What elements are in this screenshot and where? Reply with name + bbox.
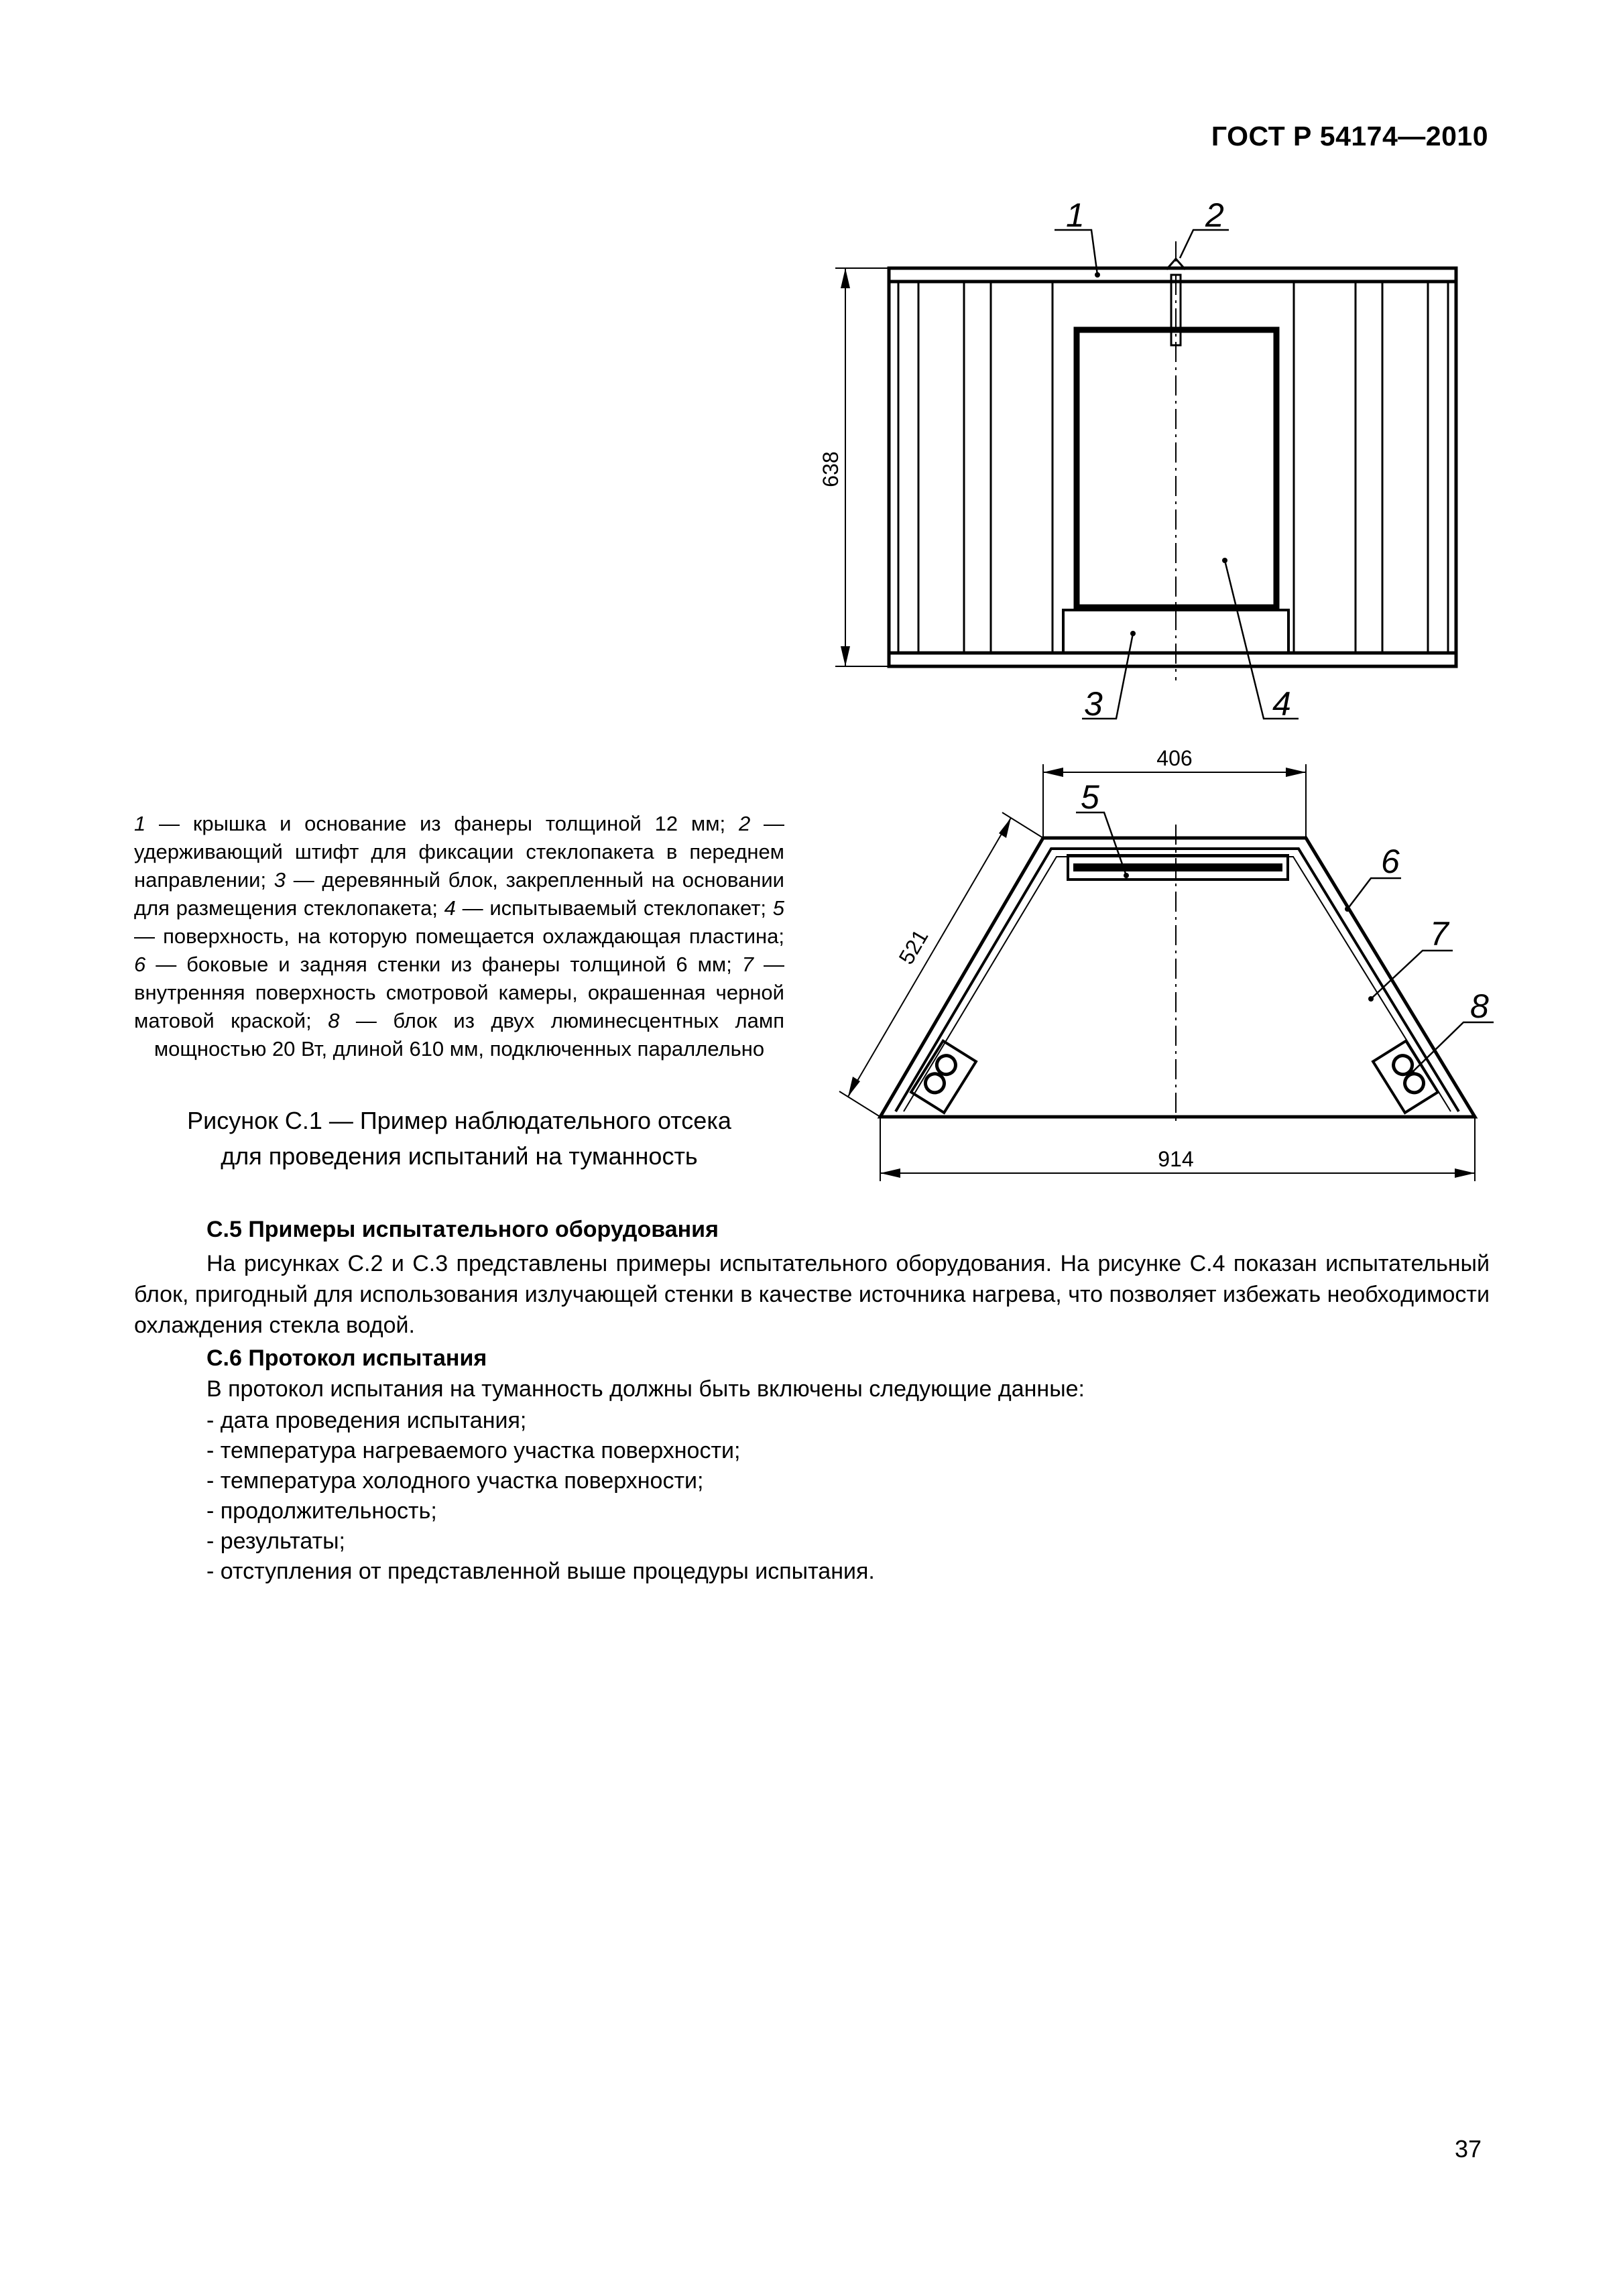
legend-item-number: 4 bbox=[444, 896, 456, 920]
lamp-block-right bbox=[1373, 1041, 1438, 1113]
legend-item-text: — удерживающий штифт для фиксации стеклопакета в переднем направлении; bbox=[134, 812, 784, 892]
callout-4: 4 bbox=[1272, 685, 1291, 723]
section-c5-heading: С.5 Примеры испытательного оборудования bbox=[206, 1217, 719, 1242]
legend-item-number: 5 bbox=[772, 896, 785, 920]
dimension-638: 638 bbox=[819, 451, 843, 487]
legend-item-number: 6 bbox=[134, 953, 146, 976]
legend-item-text: — внутренняя поверхность смотровой камеры, окрашенная черной матовой краской; bbox=[134, 953, 784, 1032]
callout-5: 5 bbox=[1081, 778, 1099, 816]
protocol-list-item: - дата проведения испытания; bbox=[206, 1408, 527, 1433]
legend-item-text: — боковые и задняя стенки из фанеры толщиной 6 мм; bbox=[145, 953, 742, 976]
dimension-521: 521 bbox=[894, 925, 933, 969]
legend-item-number: 8 bbox=[328, 1009, 340, 1032]
protocol-list-item: - температура нагреваемого участка поверхности; bbox=[206, 1438, 741, 1463]
plan-inner-surface bbox=[904, 857, 1451, 1111]
plan-view bbox=[839, 764, 1494, 1181]
callout-3: 3 bbox=[1084, 685, 1103, 723]
legend-item-text: — поверхность, на которую помещается охлаждающая пластина; bbox=[134, 924, 784, 948]
protocol-list-item: - продолжительность; bbox=[206, 1498, 437, 1524]
page-number: 37 bbox=[1455, 2135, 1482, 2163]
section-c5-body: На рисунках С.2 и С.3 представлены примеры испытательного оборудования. На рисунке С.4 показан испытательный блок, пригодный для использования излучающей стенки в качестве источника нагрева, что позволяет избежать необходимости охлаждения стекла водой. bbox=[134, 1251, 1490, 1338]
legend-item-text: — деревянный блок, закрепленный на основании для размещения стеклопакета; bbox=[134, 868, 784, 920]
dimension-914: 914 bbox=[1158, 1147, 1194, 1171]
legend-item-number: 3 bbox=[274, 868, 286, 892]
protocol-items-list bbox=[206, 1406, 875, 1587]
figure-caption bbox=[127, 1103, 791, 1174]
callout-7: 7 bbox=[1430, 915, 1449, 953]
document-header: ГОСТ Р 54174—2010 bbox=[1211, 121, 1488, 152]
protocol-list-item: - температура холодного участка поверхности; bbox=[206, 1468, 704, 1494]
front-view bbox=[835, 230, 1456, 719]
protocol-list-item: - результаты; bbox=[206, 1528, 346, 1554]
plan-inner-walls bbox=[896, 849, 1459, 1111]
callout-2: 2 bbox=[1205, 196, 1224, 234]
dimension-406: 406 bbox=[1156, 746, 1193, 770]
caption-line-1: Рисунок С.1 — Пример наблюдательного отсека bbox=[187, 1107, 731, 1134]
legend-item-text: — блок из двух люминесцентных ламп мощностью 20 Вт, длиной 610 мм, подключенных параллельно bbox=[154, 1009, 784, 1061]
caption-line-2: для проведения испытаний на туманность bbox=[221, 1142, 698, 1170]
callout-6: 6 bbox=[1381, 843, 1400, 880]
legend-item-text: — испытываемый стеклопакет; bbox=[455, 896, 773, 920]
callout-8: 8 bbox=[1470, 987, 1489, 1025]
legend-item-text: — крышка и основание из фанеры толщиной 12 мм; bbox=[145, 812, 739, 835]
lamp-block-left bbox=[911, 1041, 976, 1113]
legend-item-number: 2 bbox=[738, 812, 751, 835]
front-base bbox=[889, 653, 1456, 666]
legend-item-number: 1 bbox=[134, 812, 146, 835]
legend-item-number: 7 bbox=[741, 953, 754, 976]
section-c6-intro: В протокол испытания на туманность должны быть включены следующие данные: bbox=[206, 1376, 1085, 1402]
section-c6-heading: С.6 Протокол испытания bbox=[206, 1345, 487, 1371]
protocol-list-item: - отступления от представленной выше процедуры испытания. bbox=[206, 1559, 875, 1584]
figure-legend bbox=[134, 810, 784, 1063]
callout-1: 1 bbox=[1066, 196, 1085, 234]
